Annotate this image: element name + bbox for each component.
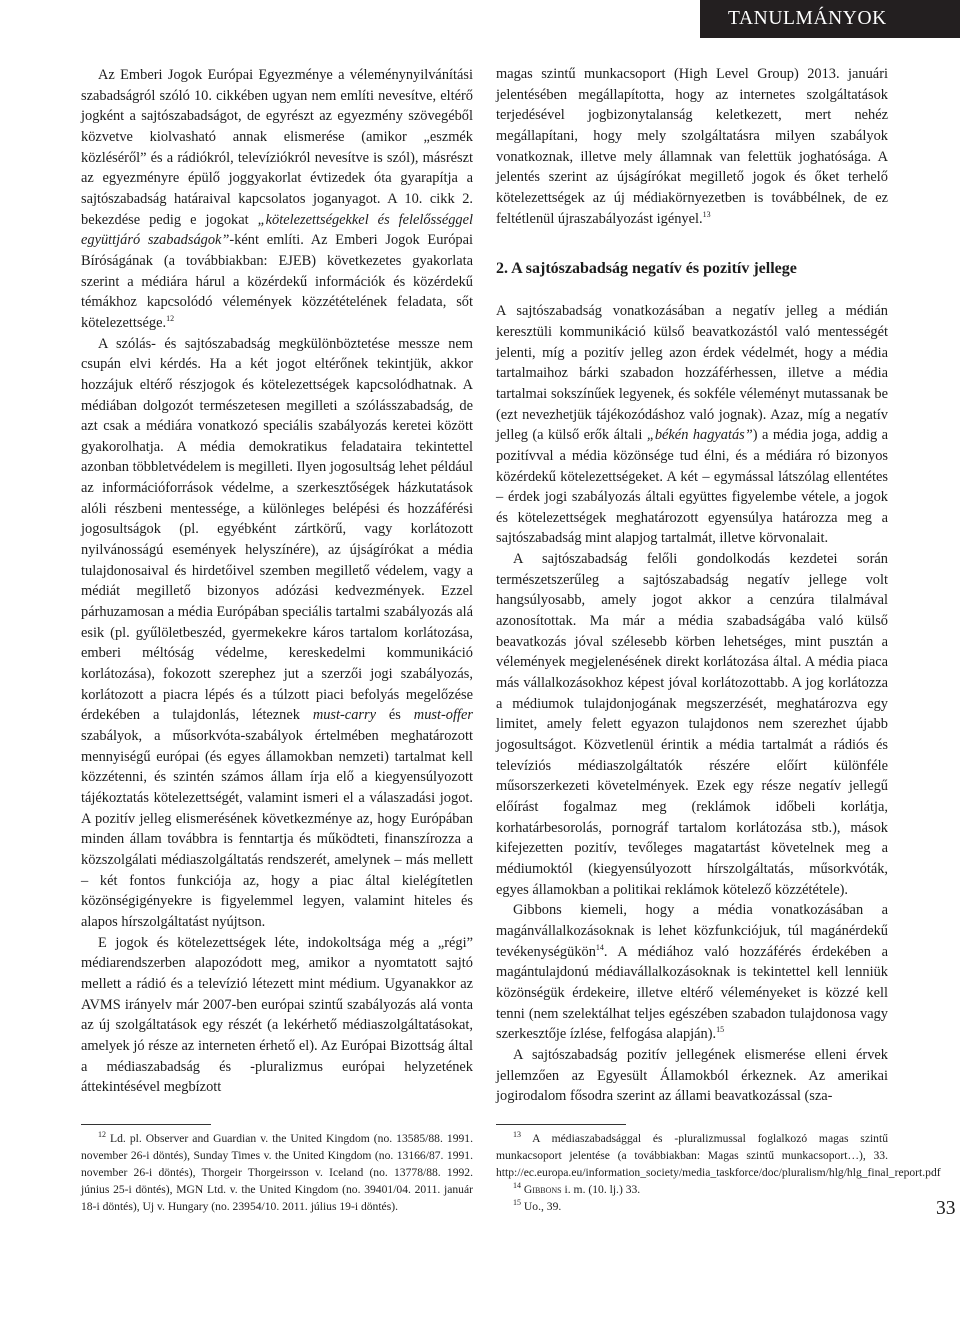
paragraph: A sajtószabadság pozitív jellegének elismerése elleni érvek jellemzően az Egyesült Államokból érkeznek. Az amerikai jogirodalom fősodra szerint az állami beavatkozással (sza- [496, 1046, 888, 1105]
section-heading: 2. A sajtószabadság negatív és pozitív jellege [496, 260, 797, 278]
footnote-divider [81, 1124, 211, 1125]
footnote-ref: 14 [595, 942, 604, 952]
footnote: $^{12}$ Ld. pl. Observer and Guardian v. the United Kingdom (no. 13585/88. 1991. november 26-i döntés), Sunday Times v. the United Kingdom (no. 13166/87. 1991. november 26-i döntés), Thorgeir Thorgeirsson v. Iceland (no. 13778/88. 1992. június 25-i döntés), MGN Ltd. v. the United Kingdom (no. 39401/04. 2011. január 18-i döntés), Uj v. Hungary (no. 23954/10. 2011. július 19-i döntés). [81, 1130, 473, 1213]
paragraph: A sajtószabadság vonatkozásában a negatív jelleg a médián keresztüli kommunikáció külső beavatkozástól való mentességét jelenti, míg a pozitív jelleg azon érdek védelmét, hogy a média tartalmaihoz bárki szabadon hozzáférhessen, illetve a média tartalmai sokszínűek legyenek, és sokféle véleményt mutassanak be (ezt nevezhetjük tájékozódáshoz való jognak). Azaz, míg a negatív jelleg (a külső erők általi „békén hagyatás”) a média joga, addig a pozitívval a média közönsége tud élni, és a médiára ró bizonyos közérdekű kötelezettségeket. A két – egymással látszólag ellentétes – érdek jogi szabályozás általi együttes figyelembe vétele, a jogok és kötelezettségek meghatározott egyensúlya határozza meg a sajtószabadság mint alapjog tartalmát, illetve körvonalait. [496, 303, 888, 547]
footnote-number: 15 [513, 1197, 521, 1207]
footnotes-right [496, 1130, 941, 1216]
footnote-number: 14 [513, 1180, 521, 1190]
italic-term: must-offer [413, 707, 473, 724]
paragraph: E jogok és kötelezettségek léte, indokoltsága még a „régi” médiarendszerben alapozódott meg, amikor a nyomtatott sajtó mellett a rádió és a televízió létezett mint médium. Ugyanakkor az AVMS irányelv már 2007-ben európai szintű szabályozás alá vonta az új szolgáltatások egy részét (a lekérhető médiaszolgáltatásokat, amelyek jó része az interneten érhető el). Az Európai Bizottság által a médiaszabadság és -pluralizmus európai helyzetének áttekintésével megbízott [81, 934, 473, 1096]
section-header-band [700, 0, 960, 38]
footnote: $^{15}$ Uo., 39. [513, 1197, 562, 1213]
paragraph: Gibbons kiemeli, hogy a média vonatkozásában a magánvállalkozásoknak is lehet közfunkciójuk, túl magánérdekű tevékenységükön$^{14}$. A médiához való hozzáférés érdekében a magántulajdonú médiavállalkozásoknak is tekintettel kell lenniük közönségük érdekeire, illetve eltérő véleményeket is közzé kell tenni (nem szelektálhat teljes egészében szabadon tulajdonosa vagy szerkesztője ízlése, felfogása alapján).$^{15}$ [496, 902, 888, 1043]
footnote: $^{14}$ Gibbons i. m. (10. lj.) 33. [513, 1180, 641, 1196]
page-number: 33 [936, 1198, 956, 1219]
italic-quote: „békén hagyatás” [646, 427, 753, 444]
footnotes-left [81, 1131, 473, 1216]
footnote: $^{13}$ A médiaszabadsággal és -pluralizmussal foglalkozó magas szintű munkacsoport jelentése (a továbbiakban: Magas szintű munkacsoport…), 33. http://ec.europa.eu/information_society/media_taskforce/doc/pluralism/hlg/hlg_final_report.pdf [496, 1130, 941, 1179]
paragraph-continued: magas szintű munkacsoport (High Level Group) 2013. januári jelentésében megállapította, hogy az internetes szolgáltatások terjedésével jogbizonytalanság keletkezett, mert nehéz megállapítani, hogy mely szolgáltatásra milyen szabályok vonatkoznak, illetve mely államnak van felettük joghatósága. A jelentés szerint az újságírókat megillető jogok és őket terhelő kötelezettségek az új médiakörnyezetben is továbbélnek, de ez feltétlenül újraszabályozást igényel.$^{13}$ [496, 66, 888, 227]
italic-term: must-carry [312, 707, 376, 724]
footnote-divider [496, 1124, 626, 1125]
footnote-ref: 13 [702, 209, 711, 219]
footnote-ref: 15 [716, 1025, 725, 1035]
italic-quote: „kötelezettségekkel és felelősséggel együttjáró szabadságok” [81, 211, 473, 249]
paragraph: Az Emberi Jogok Európai Egyezménye a véleménynyilvánítási szabadságról szóló 10. cikkében ugyan nem említi nevesítve, eltérő jogként a sajtószabadságot, de egyrészt az egyezmény szövegéből közvetve kiolvasható annak elismerése (amikor „eszmék közléséről” és a rádiókról, televíziókról nevesítve is szól), másrészt az egyezményre épülő joggyakorlat évtizedek óta gyarapítja a sajtószabadság határaival kapcsolatos joganyagot. A 10. cikk 2. bekezdése pedig e jogokat „kötelezettségekkel és felelősséggel együttjáró szabadságok”-ként említi. Az Emberi Jogok Európai Bíróságának (a továbbiakban: EJEB) következetes gyakorlata szerint a médiára hárul a közérdekű információk és közérdekű témákhoz kapcsolódó vélemények közzétételének feladata, sőt kötelezettsége.$^{12}$ [81, 67, 473, 331]
right-column [496, 64, 888, 1107]
footnote-number: 13 [513, 1130, 521, 1140]
paragraph: A szólás- és sajtószabadság megkülönböztetése messze nem csupán elvi kérdés. Ha a két jogot eltérőnek tekintjük, akkor hozzájuk eltérő részjogok és kötelezettségek kapcsolódhatnak. A médiában dolgozót természetesen megilleti a szólásszabadság, de azt csak a médiára vonatkozó speciális szabályozás keretei között gyakorolhatja. A média demokratikus feladataira tekintettel azonban többletvédelem is megilleti. Ilyen jogosultság lehet például az információforrások védelme, a szerkesztőségek házkutatások alóli részbeni mentessége, a különleges belépési és hozzáférési jogosultságok (pl. egyébként zártkörű, vagy korlátozott nyilvánosságú események helyszínére), az újságírókat a média tulajdonosaival és hirdetőivel szemben megillető védelem, vagy a médiát megillető bizonyos adózási kedvezmények. Ezzel párhuzamosan a média Európában speciális tartalmi szabályozás alá esik (pl. gyűlöletbeszéd, gyermekekre káros tartalom korlátozása, emberi méltóság védelme, kereskedelmi kommunikáció korlátozása), fokozott szerephez jut a szerzői jogi szabályozás, korlátozott a piacra lépés és a túlzott piaci befolyás megelőzése érdekében a tulajdonlás, léteznek must-carry és must-offer szabályok, a műsorkvóta-szabályok értelmében meghatározott mennyiségű európai (és egyes államokban nemzeti) tartalmat kell közzétenni, és szintén számos állam írja elő a kiegyensúlyozott tájékoztatás kötelezettségét, valamint ismeri el a válaszadási jogot. A pozitív jelleg elismerésének következménye az, hogy Európában minden állam továbbra is fenntartja és működteti, finanszírozza a közszolgálati médiaszolgáltatás rendszerét, amelynek – más mellett – két fontos funkciója az, hogy a piac által kielégítetlen közönségigényekre is figyelemmel legyen, valamint hiteles és alapos hírszolgáltatást nyújtson. [81, 335, 473, 930]
footnote-ref: 12 [166, 314, 175, 324]
paragraph: A sajtószabadság felőli gondolkodás kezdetei során természetszerűleg a sajtószabadság negatív jellege volt hangsúlyosabb, amely jogot akkor a cenzúra tilalmával azonosítottak. Ma már a média szabadságába való külső beavatkozás jóval szélesebb körben lehetséges, mint pusztán a vélemények megjelenésének direkt korlátozása által. A média piaca más vállalkozásokhoz képest jóval korlátozottabb. A jog korlátozza a médiumok tulajdonjogának megszerzését, meghatározva egy limitet, amely felett egyazon tulajdonos nem szerezhet újabb jogosultságot. Közvetlenül érintik a média tartalmát a rádiós és televíziós médiaszolgáltatók részére előírt különféle műsorszerkezeti követelmények. Ezek egy része negatív jellegű előírást fogalmaz meg (reklámok időbeli korlátja, korhatárbesorolás, pornográf tartalom korlátozása stb.), mások kifejezetten pozitív, tevőleges magatartást követelnek meg a médiumoktól (kiegyensúlyozott hírszolgáltatás, műsorkvóták, egyes államokban a politikai reklámok kötelező közzététele). [496, 551, 888, 898]
section-label: TANULMÁNYOK [728, 8, 887, 29]
footnote-number: 12 [98, 1130, 106, 1140]
author-name: Gibbons [523, 1182, 562, 1196]
left-column [81, 64, 473, 1098]
